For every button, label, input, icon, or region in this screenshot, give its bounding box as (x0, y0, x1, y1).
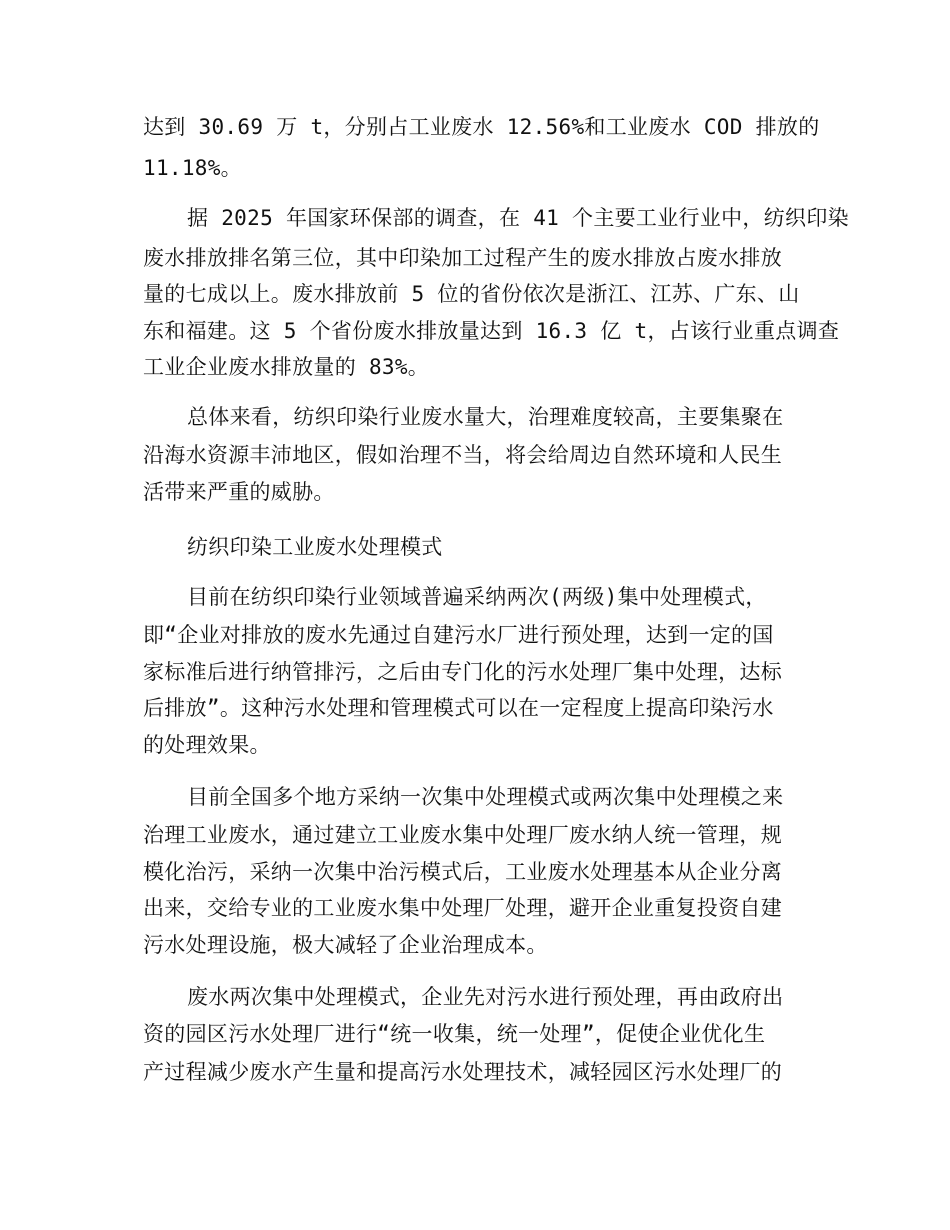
text-line: 家标准后进行纳管排污，之后由专门化的污水处理厂集中处理，达标 (143, 660, 782, 684)
text-line: 达到 30.69 万 t，分别占工业废水 12.56%和工业废水 COD 排放的 (143, 115, 820, 139)
text-line: 据 2025 年国家环保部的调查，在 41 个主要工业行业中，纺织印染 (187, 206, 849, 230)
text-line: 资的园区污水处理厂进行“统一收集，统一处理”，促使企业优化生 (143, 1022, 766, 1046)
section-heading-text: 纺织印染工业废水处理模式 (187, 535, 443, 559)
text-line: 目前在纺织印染行业领域普遍采纳两次(两级)集中处理模式， (187, 585, 767, 609)
text-line: 工业企业废水排放量的 83%。 (143, 355, 430, 379)
text-line: 11.18%。 (143, 156, 242, 180)
text-line: 即“企业对排放的废水先通过自建污水厂进行预处理，达到一定的国 (143, 623, 774, 647)
text-line: 目前全国多个地方采纳一次集中处理模式或两次集中处理模之来 (187, 785, 784, 809)
text-line: 总体来看，纺织印染行业废水量大，治理难度较高，主要集聚在 (187, 405, 784, 429)
text-line: 后排放”。这种污水处理和管理模式可以在一定程度上提高印染污水 (143, 696, 774, 720)
text-line: 量的七成以上。废水排放前 5 位的省份依次是浙江、江苏、广东、山 (143, 282, 800, 306)
text-line: 产过程减少废水产生量和提高污水处理技术，减轻园区污水处理厂的 (143, 1060, 782, 1084)
text-line: 出来，交给专业的工业废水集中处理厂处理，避开企业重复投资自建 (143, 896, 782, 920)
text-line: 污水处理设施，极大减轻了企业治理成本。 (143, 933, 548, 957)
text-line: 活带来严重的威胁。 (143, 480, 335, 504)
text-line: 沿海水资源丰沛地区，假如治理不当，将会给周边自然环境和人民生 (143, 443, 782, 467)
text-line: 废水排放排名第三位，其中印染加工过程产生的废水排放占废水排放 (143, 246, 782, 270)
text-line: 治理工业废水，通过建立工业废水集中处理厂废水纳人统一管理，规 (143, 823, 782, 847)
text-line: 的处理效果。 (143, 733, 271, 757)
text-line: 东和福建。这 5 个省份废水排放量达到 16.3 亿 t，占该行业重点调查 (143, 319, 840, 343)
text-line: 模化治污，采纳一次集中治污模式后，工业废水处理基本从企业分离 (143, 860, 782, 884)
text-line: 废水两次集中处理模式，企业先对污水进行预处理，再由政府出 (187, 985, 784, 1009)
